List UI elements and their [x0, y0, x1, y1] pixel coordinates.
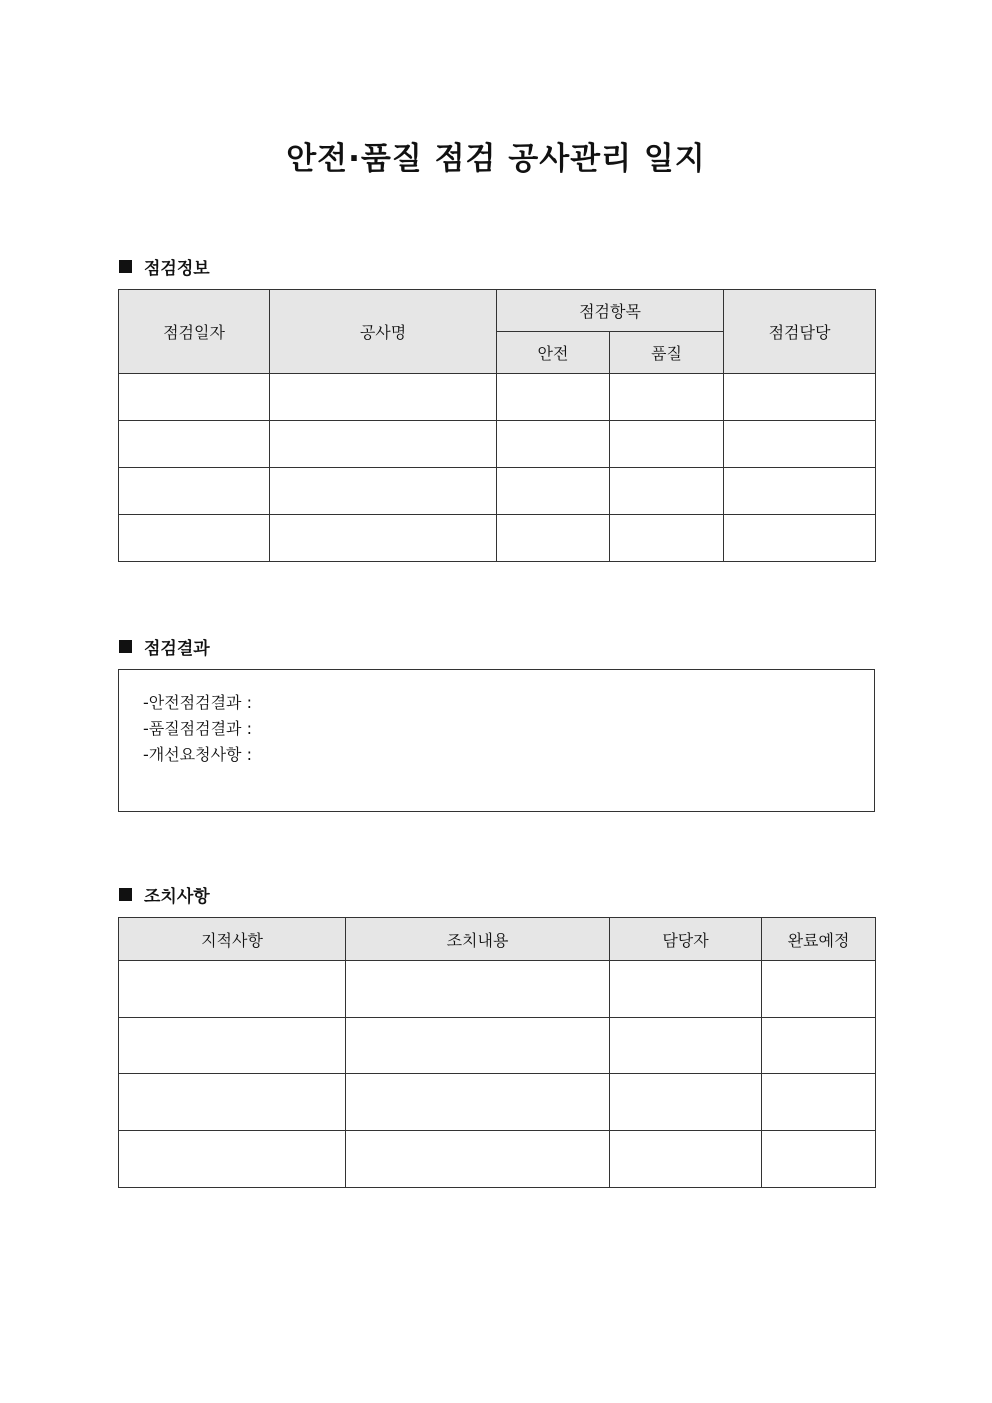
- header-issue: 지적사항: [119, 918, 346, 961]
- cell-project[interactable]: [270, 421, 497, 468]
- cell-manager[interactable]: [724, 421, 876, 468]
- cell-date[interactable]: [119, 468, 270, 515]
- section-title: 점검결과: [144, 639, 210, 659]
- header-safety: 안전: [497, 332, 610, 374]
- table-row: [119, 961, 876, 1018]
- safety-result-line: -안전점검결과 :: [143, 693, 252, 712]
- cell-safety[interactable]: [497, 468, 610, 515]
- table-row: [119, 1131, 876, 1188]
- cell-project[interactable]: [270, 515, 497, 562]
- table-row: [119, 421, 876, 468]
- header-date: 점검일자: [119, 290, 270, 374]
- quality-result-line: -품질점검결과 :: [143, 719, 252, 738]
- cell-person[interactable]: [610, 961, 762, 1018]
- cell-manager[interactable]: [724, 515, 876, 562]
- cell-manager[interactable]: [724, 374, 876, 421]
- cell-person[interactable]: [610, 1074, 762, 1131]
- cell-person[interactable]: [610, 1018, 762, 1074]
- cell-due[interactable]: [762, 1018, 876, 1074]
- square-bullet-icon: [119, 640, 132, 653]
- table-row: [119, 1018, 876, 1074]
- header-manager: 점검담당: [724, 290, 876, 374]
- cell-safety[interactable]: [497, 421, 610, 468]
- header-action-detail: 조치내용: [346, 918, 610, 961]
- header-person: 담당자: [610, 918, 762, 961]
- cell-due[interactable]: [762, 961, 876, 1018]
- cell-project[interactable]: [270, 374, 497, 421]
- result-box[interactable]: [118, 669, 875, 812]
- cell-action-detail[interactable]: [346, 1074, 610, 1131]
- cell-quality[interactable]: [610, 468, 724, 515]
- cell-issue[interactable]: [119, 1074, 346, 1131]
- header-quality: 품질: [610, 332, 724, 374]
- cell-person[interactable]: [610, 1131, 762, 1188]
- cell-project[interactable]: [270, 468, 497, 515]
- table-row: [119, 374, 876, 421]
- square-bullet-icon: [119, 888, 132, 901]
- cell-date[interactable]: [119, 421, 270, 468]
- cell-quality[interactable]: [610, 374, 724, 421]
- section-title: 조치사항: [144, 887, 210, 907]
- cell-safety[interactable]: [497, 515, 610, 562]
- section-heading-result: [119, 634, 210, 659]
- header-items: 점검항목: [497, 290, 724, 332]
- section-title: 점검정보: [144, 259, 210, 279]
- cell-action-detail[interactable]: [346, 1131, 610, 1188]
- inspection-info-table: [118, 289, 876, 562]
- cell-manager[interactable]: [724, 468, 876, 515]
- section-heading-action: [119, 882, 210, 907]
- cell-date[interactable]: [119, 374, 270, 421]
- improvement-request-line: -개선요청사항 :: [143, 745, 252, 764]
- cell-issue[interactable]: [119, 961, 346, 1018]
- header-due: 완료예정: [762, 918, 876, 961]
- table-row: [119, 468, 876, 515]
- section-heading-info: [119, 254, 210, 279]
- cell-date[interactable]: [119, 515, 270, 562]
- header-project: 공사명: [270, 290, 497, 374]
- table-row: [119, 1074, 876, 1131]
- cell-action-detail[interactable]: [346, 1018, 610, 1074]
- cell-due[interactable]: [762, 1131, 876, 1188]
- cell-safety[interactable]: [497, 374, 610, 421]
- cell-action-detail[interactable]: [346, 961, 610, 1018]
- cell-quality[interactable]: [610, 421, 724, 468]
- cell-quality[interactable]: [610, 515, 724, 562]
- table-row: [119, 515, 876, 562]
- cell-issue[interactable]: [119, 1018, 346, 1074]
- page-title: 안전·품질 점검 공사관리 일지: [286, 141, 706, 177]
- cell-due[interactable]: [762, 1074, 876, 1131]
- cell-issue[interactable]: [119, 1131, 346, 1188]
- square-bullet-icon: [119, 260, 132, 273]
- action-table: [118, 917, 876, 1188]
